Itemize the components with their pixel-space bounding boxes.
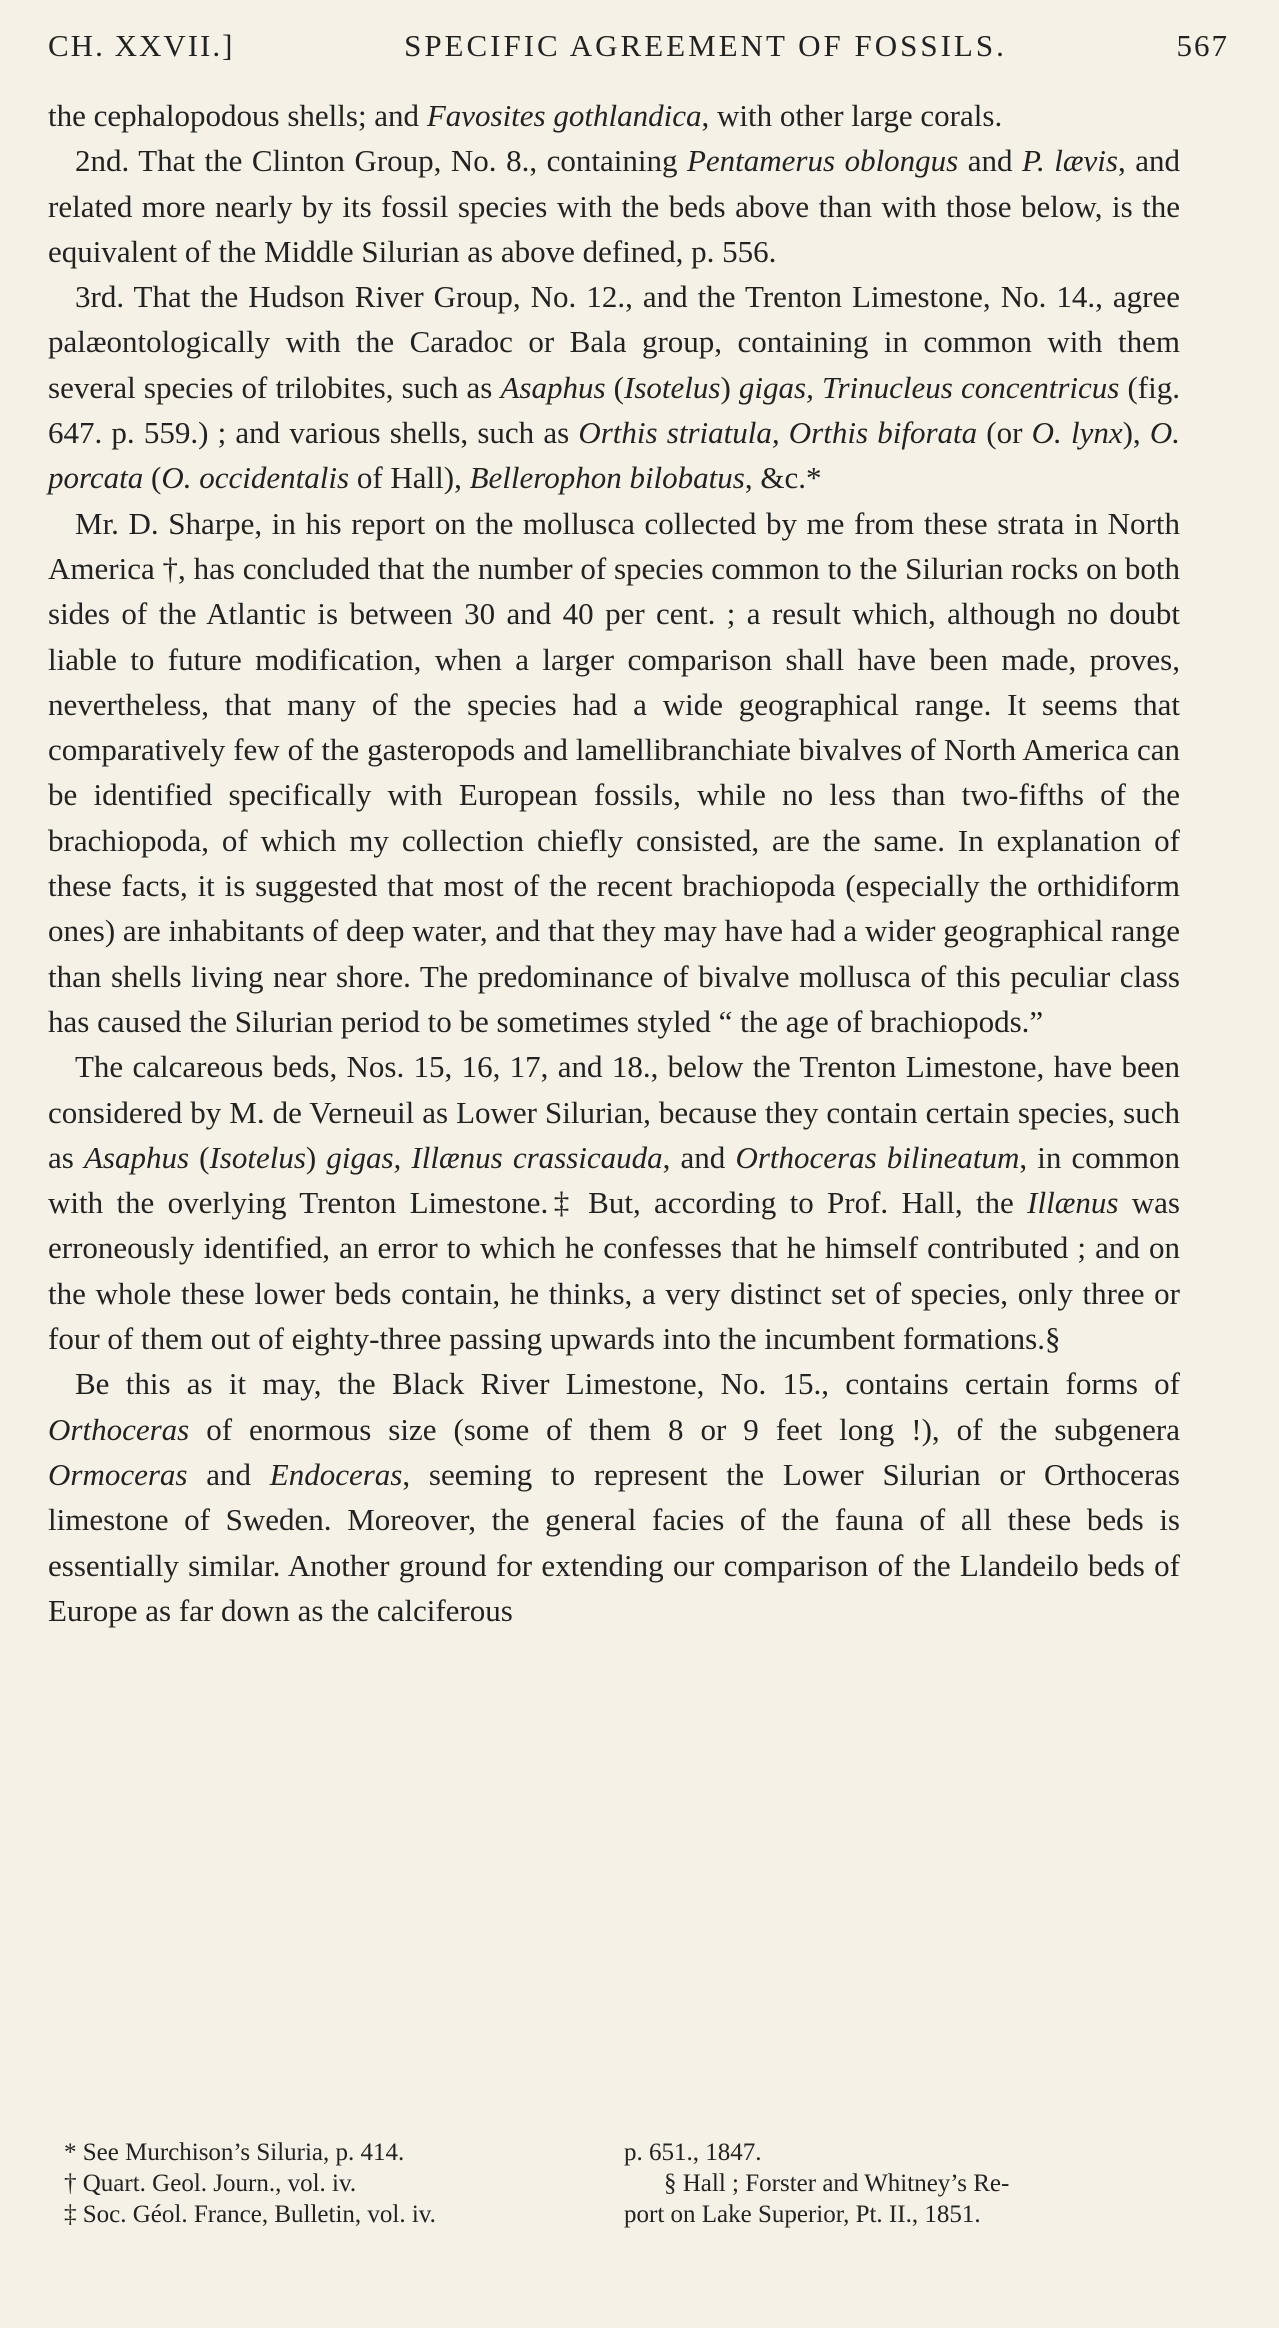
text-run: (fig. 647. p. 559.) ; and various shells, such as [48,369,1180,451]
paragraph [48,138,1180,274]
text-run: of enormous size (some of them 8 or 9 feet long !), of the subgenera [189,1411,1180,1447]
text-run: ) [720,369,739,405]
text-run: ), [1122,415,1150,451]
text-run: ( [143,460,162,496]
text-run: (or [977,415,1032,451]
footnotes [48,2137,1180,2230]
text-run: and [187,1456,270,1492]
text-run: , in common with the overlying Trenton Limestone.‡ But, according to Prof. Hall, the [48,1139,1180,1221]
text-run: Be this as it may, the Black River Limestone, No. 15., contains certain forms of [75,1366,1180,1402]
paragraph [48,1361,1180,1633]
italic-text: Ormoceras [48,1456,188,1492]
italic-text: Orthis striatula, Orthis biforata [578,415,978,451]
text-run: 3rd. That the Hudson River Group, No. 12., and the Trenton Limestone, No. 14., agree palæontologically with the Caradoc or Bala group, containing in common with them several species of trilobites, such as [48,279,1180,405]
chapter-label: CH. XXVII.] [48,28,235,63]
paragraph [48,501,1180,1045]
italic-text: Asaphus [500,369,606,405]
text-run: Mr. D. Sharpe, in his report on the mollusca collected by me from these strata in North America †, has concluded that the number of species common to the Silurian rocks on both sides of the Atlantic is between 30 and 40 per cent. ; a result which, although no doubt liable to future modification, when a larger comparison shall have been made, proves, nevertheless, that many of the species had a wide geographical range. It seems that comparatively few of the gasteropods and lamellibranchiate bivalves of North America can be identified specifically with European fossils, while no less than two-fifths of the brachiopoda, of which my collection chiefly consisted, are the same. In explanation of these facts, it is suggested that most of the recent brachiopoda (especially the orthidiform ones) are inhabitants of deep water, and that they may have had a wider geographical range than shells living near shore. The predominance of bivalve mollusca of this peculiar class has caused the Silurian period to be sometimes styled “ the age of brachiopods.” [48,505,1180,1039]
italic-text: P. lævis [1022,143,1118,179]
footnote: † Quart. Geol. Journ., vol. iv. [64,2170,357,2197]
italic-text: Pentamerus oblongus [686,143,959,179]
text-run: , with other large corals. [701,98,1003,133]
text-run: and [958,143,1023,179]
italic-text: Orthoceras [48,1411,190,1447]
paragraph [48,274,1180,500]
footnote: port on Lake Superior, Pt. II., 1851. [624,2201,981,2228]
text-run: , seeming to represent the Lower Silurian or Orthoceras limestone of Sweden. Moreover, the general facies of the fauna of all these beds is essentially similar. Another ground for extending our comparison of the Llandeilo beds of Europe as far down as the calciferous [48,1456,1180,1628]
footnotes-right-column [624,2137,1180,2230]
footnote: § Hall ; Forster and Whitney’s Re- [664,2170,1010,2197]
italic-text: O. occidentalis [161,460,350,496]
italic-text: Illænus [1027,1185,1119,1221]
italic-text: gigas, Illænus crassicauda [326,1139,663,1175]
italic-text: O. porcata [48,415,1180,496]
italic-text: Isotelus [624,369,721,405]
page-number: 567 [1176,28,1229,63]
italic-text: Orthoceras bilineatum [735,1139,1020,1175]
italic-text: O. lynx [1031,415,1123,451]
running-title: SPECIFIC AGREEMENT OF FOSSILS. [404,28,1007,63]
text-run: ) [305,1139,327,1175]
text-run: The calcareous beds, Nos. 15, 16, 17, and 18., below the Trenton Limestone, have been considered by M. de Verneuil as Lower Silurian, because they contain certain species, such as [48,1049,1180,1175]
text-run: , &c.* [744,460,822,496]
italic-text: Bellerophon bilobatus [469,460,745,496]
italic-text: Favosites gothlandica [426,98,702,133]
footnotes-left-column [48,2137,624,2230]
paragraph [48,1044,1180,1361]
text-run: 2nd. That the Clinton Group, No. 8., containing [75,143,687,179]
italic-text: gigas, Trinucleus concentricus [738,369,1120,405]
footnote: p. 651., 1847. [624,2139,762,2166]
footnote: ‡ Soc. Géol. France, Bulletin, vol. iv. [64,2201,436,2228]
paragraph [48,93,1180,138]
text-run: , and related more nearly by its fossil species with the beds above than with those below, is the equivalent of the Middle Silurian as above defined, p. 556. [48,143,1181,269]
footnote: * See Murchison’s Siluria, p. 414. [64,2139,405,2166]
text-run: of Hall), [349,460,470,496]
text-run: ( [605,369,624,405]
running-head [48,28,1229,64]
italic-text: Endoceras [269,1456,403,1492]
text-run: the cephalopodous shells; and [48,98,427,133]
body-text [48,93,1180,1633]
text-run: was erroneously identified, an error to which he confesses that he himself contributed ; and on the whole these lower beds contain, he thinks, a very distinct set of species, only three or four of them out of eighty-three passing upwards into the incumbent formations.§ [48,1185,1180,1357]
italic-text: Isotelus [209,1139,306,1175]
italic-text: Asaphus [83,1139,190,1175]
text-run: ( [189,1139,210,1175]
text-run: , and [662,1139,736,1175]
